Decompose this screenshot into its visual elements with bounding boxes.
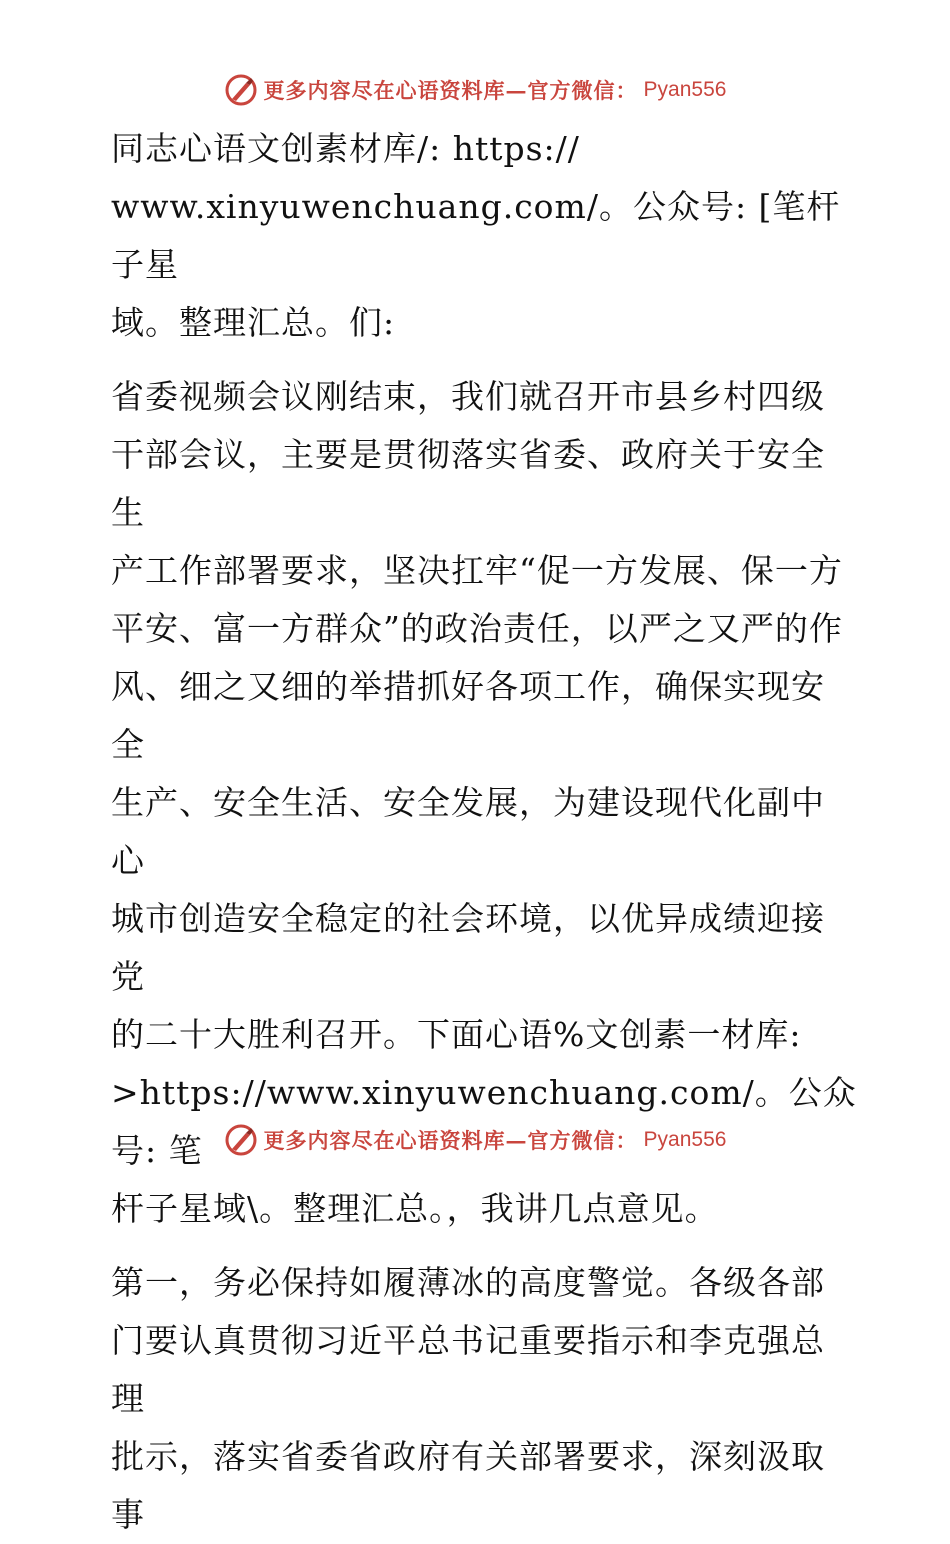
pen-logo-icon [224,73,258,107]
text-line: 门要认真贯彻习近平总书记重要指示和李克强总理 [111,1321,825,1418]
text-line: 产工作部署要求，坚决扛牢“促一方发展、保一方 [111,551,843,590]
pen-logo-icon [224,1123,258,1157]
text-line: 平安、富一方群众”的政治责任，以严之又严的作 [111,609,843,648]
text-line: 同志心语文创素材库/: https:// [111,129,580,168]
text-line: 风、细之又细的举措抓好各项工作，确保实现安全 [111,667,825,764]
watermark-banner-bottom [0,1120,950,1160]
text-line: 的二十大胜利召开。下面心语%文创素一材库: [111,1015,802,1054]
text-line: 杆子星域\。整理汇总。，我讲几点意见。 [111,1189,719,1228]
text-line: 第一，务必保持如履薄冰的高度警觉。各级各部 [111,1263,825,1302]
watermark-handle: Pyan556 [643,78,727,101]
text-line: 干部会议，主要是贯彻落实省委、政府关于安全生 [111,435,825,532]
paragraph-2 [97,368,857,1238]
watermark-text: 更多内容尽在心语资料库—官方微信： [263,1128,638,1153]
text-line: 省委视频会议刚结束，我们就召开市县乡村四级 [111,377,825,416]
paragraph-3 [97,1254,857,1544]
text-line: 批示，落实省委省政府有关部署要求，深刻汲取事 [111,1437,825,1534]
watermark-banner-top [0,70,950,110]
document-body [97,120,857,1544]
paragraph-1 [97,120,857,352]
watermark-handle: Pyan556 [643,1128,727,1151]
text-line: 域。整理汇总。们: [111,303,396,342]
watermark-text: 更多内容尽在心语资料库—官方微信： [263,78,638,103]
text-line: 城市创造安全稳定的社会环境，以优异成绩迎接党 [111,899,825,996]
text-line: >https://www.xinyuwenchuang.com/。公众号: 笔 [111,1073,857,1170]
text-line: 生产、安全生活、安全发展，为建设现代化副中心 [111,783,825,880]
text-line: www.xinyuwenchuang.com/。公众号: [笔杆子星 [111,187,841,284]
